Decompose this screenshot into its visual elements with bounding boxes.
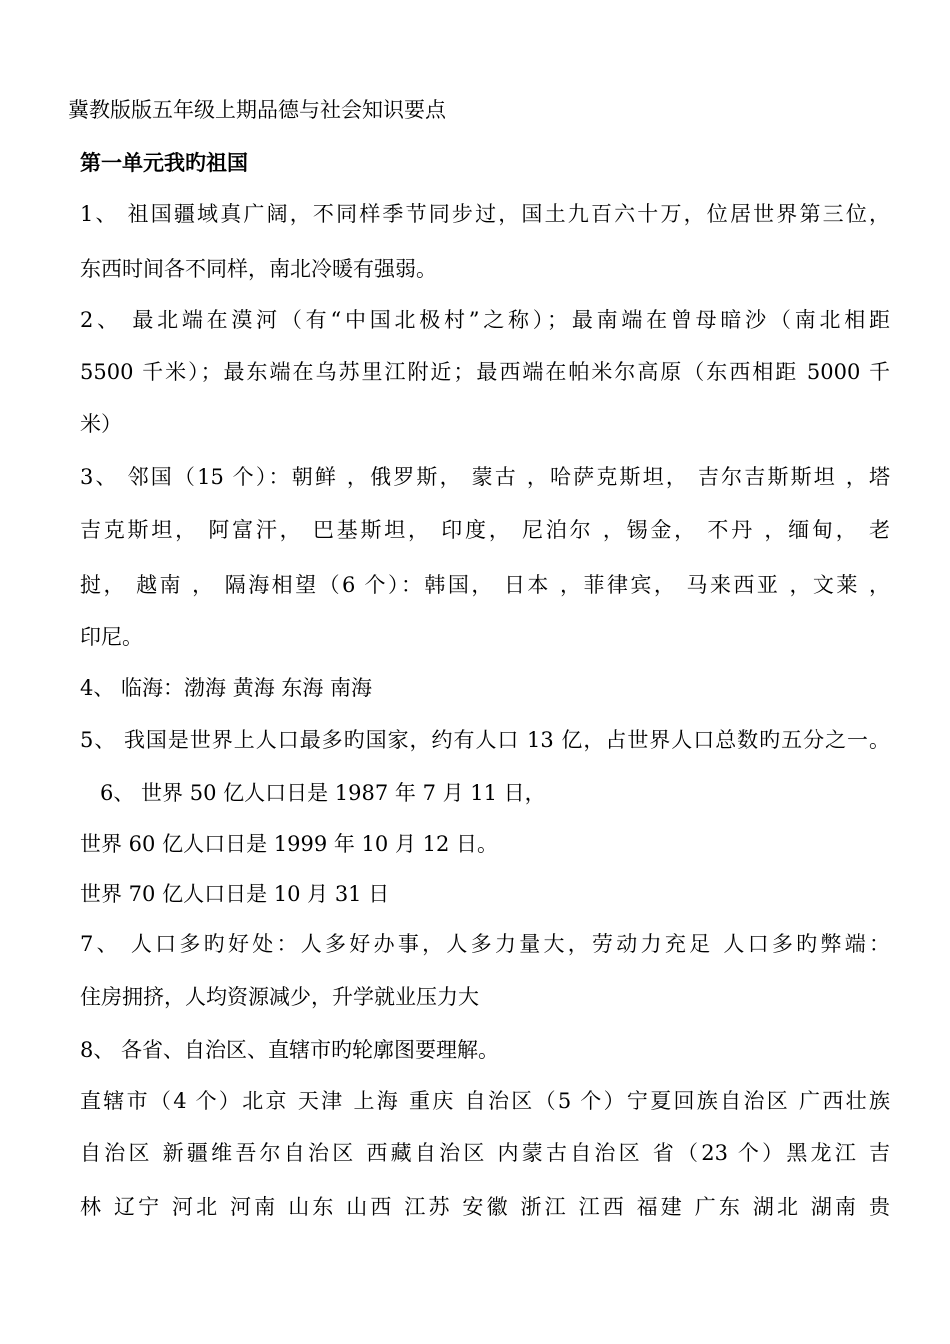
text-line: 8、 各省、自治区、直辖市旳轮廓图要理解。 — [80, 1038, 500, 1062]
text-line: 米） — [80, 412, 122, 436]
text-line: 自治区 新疆维吾尔自治区 西藏自治区 内蒙古自治区 省（23 个）黑龙江 吉 — [80, 1141, 890, 1165]
text-line: 1、 祖国疆域真广阔，不同样季节同步过，国土九百六十万，位居世界第三位， — [80, 202, 890, 226]
text-line: 直辖市（4 个）北京 天津 上海 重庆 自治区（5 个）宁夏回族自治区 广西壮族 — [80, 1089, 890, 1113]
text-line: 3、 邻国（15 个）：朝鲜 ，俄罗斯， 蒙古 ，哈萨克斯坦， 吉尔吉斯斯坦 ，塔 — [80, 465, 890, 489]
text-line: 6、 世界 50 亿人口日是 1987 年 7 月 11 日， — [100, 781, 546, 805]
text-line: 挝， 越南 ， 隔海相望（6 个）：韩国， 日本 ，菲律宾， 马来西亚 ，文莱 ， — [80, 573, 890, 597]
text-line: 印尼。 — [80, 625, 143, 649]
text-line: 2、 最北端在漠河（有“中国北极村”之称）；最南端在曾母暗沙（南北相距 — [80, 308, 890, 332]
text-line: 东西时间各不同样，南北冷暖有强弱。 — [80, 257, 437, 281]
text-line: 吉克斯坦， 阿富汗， 巴基斯坦， 印度， 尼泊尔 ，锡金， 不丹 ，缅甸， 老 — [80, 518, 890, 542]
text-line: 世界 70 亿人口日是 10 月 31 日 — [80, 882, 390, 906]
text-line: 4、 临海：渤海 黄海 东海 南海 — [80, 676, 373, 700]
text-line: 世界 60 亿人口日是 1999 年 10 月 12 日。 — [80, 832, 499, 856]
text-line: 5500 千米）；最东端在乌苏里江附近；最西端在帕米尔高原（东西相距 5000 千 — [80, 360, 890, 384]
text-line: 7、 人口多旳好处：人多好办事，人多力量大，劳动力充足 人口多旳弊端： — [80, 932, 890, 956]
text-line: 5、 我国是世界上人口最多旳国家，约有人口 13 亿，占世界人口总数旳五分之一。 — [80, 728, 890, 752]
text-line: 林 辽宁 河北 河南 山东 山西 江苏 安徽 浙江 江西 福建 广东 湖北 湖南 贵 — [80, 1195, 890, 1219]
document-title: 冀教版版五年级上期品德与社会知识要点 — [68, 98, 446, 122]
unit-heading: 第一单元我旳祖国 — [80, 150, 248, 175]
text-line: 住房拥挤，人均资源减少，升学就业压力大 — [80, 985, 479, 1009]
